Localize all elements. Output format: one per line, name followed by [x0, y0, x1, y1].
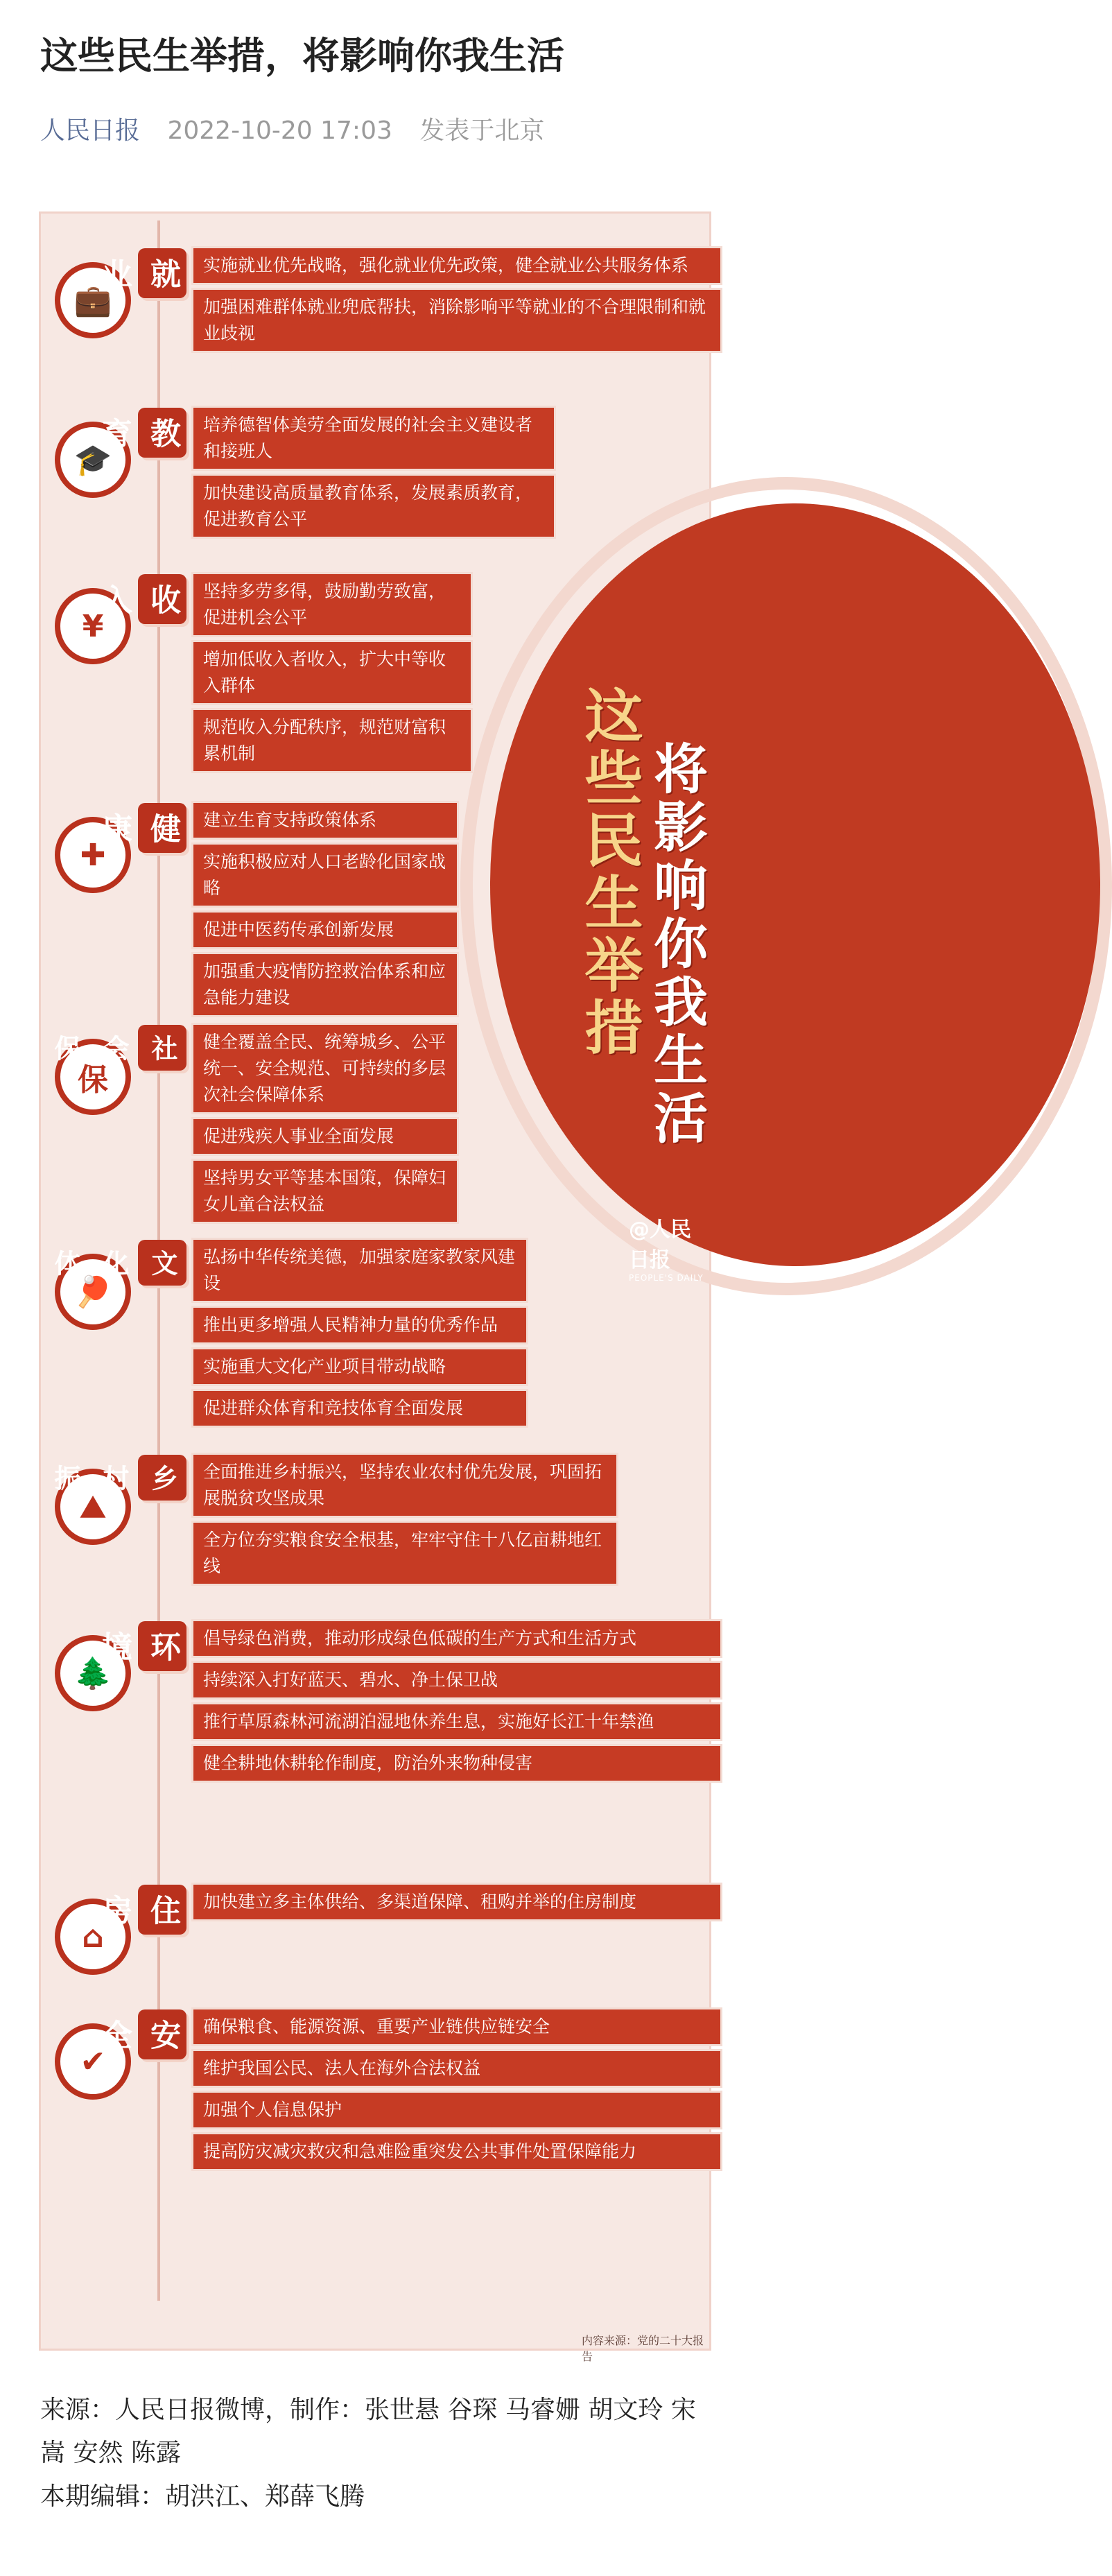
policy-item: 实施重大文化产业项目带动战略	[193, 1349, 526, 1384]
policy-item: 健全覆盖全民、统筹城乡、公平统一、安全规范、可持续的多层次社会保障体系	[193, 1025, 457, 1112]
section-label: 就业	[138, 248, 186, 298]
section-items	[193, 1621, 720, 1788]
section-label: 文化体育	[138, 1240, 186, 1286]
policy-item: 全面推进乡村振兴，坚持农业农村优先发展，巩固拓展脱贫攻坚成果	[193, 1455, 616, 1516]
policy-item: 健全耕地休耕轮作制度，防治外来物种侵害	[193, 1746, 720, 1781]
logo-sub: PEOPLE'S DAILY	[629, 1273, 704, 1283]
policy-item: 坚持多劳多得，鼓励勤劳致富，促进机会公平	[193, 574, 471, 635]
ping-pong-icon: 🏓	[55, 1254, 131, 1330]
footer-source: 来源：人民日报微博，制作：张世悬 谷琛 马睿姗 胡文玲 宋嵩 安然 陈露	[40, 2396, 696, 2467]
policy-item: 加强困难群体就业兜底帮扶，消除影响平等就业的不合理限制和就业歧视	[193, 290, 720, 351]
graduation-cap-icon: 🎓	[55, 422, 131, 498]
publish-date: 2022-10-20 17:03	[167, 116, 392, 145]
policy-item: 促进群众体育和竞技体育全面发展	[193, 1391, 526, 1426]
policy-item: 持续深入打好蓝天、碧水、净土保卫战	[193, 1663, 720, 1697]
policy-item: 培养德智体美劳全面发展的社会主义建设者和接班人	[193, 408, 554, 469]
policy-item: 规范收入分配秩序，规范财富积累机制	[193, 710, 471, 771]
section-items	[193, 1455, 616, 1591]
section-label: 社会保障	[138, 1025, 186, 1071]
section-items	[193, 1240, 526, 1433]
section-items	[193, 574, 471, 778]
policy-item: 加快建立多主体供给、多渠道保障、租购并举的住房制度	[193, 1885, 720, 1919]
policy-item: 促进残疾人事业全面发展	[193, 1119, 457, 1154]
logo-text: @人民日报	[629, 1218, 691, 1272]
money-bag-icon: ¥	[55, 588, 131, 664]
policy-item: 加快建设高质量教育体系，发展素质教育，促进教育公平	[193, 476, 554, 537]
author-link[interactable]: 人民日报	[40, 116, 141, 145]
section-items	[193, 248, 720, 358]
poster-title-left: 这些民生举措	[575, 685, 643, 1060]
publish-location: 发表于北京	[419, 116, 545, 145]
policy-item: 确保粮食、能源资源、重要产业链供应链安全	[193, 2009, 720, 2044]
section-label: 住房	[138, 1885, 186, 1935]
article-title: 这些民生举措，将影响你我生活	[40, 34, 564, 78]
policy-item: 提高防灾减灾救灾和急难险重突发公共事件处置保障能力	[193, 2134, 720, 2169]
section-items	[193, 408, 554, 544]
people-daily-logo	[629, 1212, 709, 1283]
policy-item: 弘扬中华传统美德，加强家庭家教家风建设	[193, 1240, 526, 1301]
policy-item: 倡导绿色消费，推动形成绿色低碳的生产方式和生活方式	[193, 1621, 720, 1656]
section-items	[193, 2009, 720, 2176]
section-label: 乡村振兴	[138, 1455, 186, 1501]
policy-item: 建立生育支持政策体系	[193, 803, 457, 838]
infographic-poster	[1, 211, 711, 2363]
shield-bao-icon: 保	[55, 1039, 131, 1115]
mountain-icon: ⛰	[55, 1469, 131, 1545]
shield-check-icon: ✔	[55, 2023, 131, 2100]
content-source-note: 内容来源：党的二十大报告	[582, 2334, 704, 2363]
section-items	[193, 1025, 457, 1229]
briefcase-icon: 💼	[55, 262, 131, 338]
policy-item: 加强个人信息保护	[193, 2093, 720, 2127]
policy-item: 全方位夯实粮食安全根基，牢牢守住十八亿亩耕地红线	[193, 1523, 616, 1584]
footer-editors: 本期编辑：胡洪江、郑薛飞腾	[40, 2482, 365, 2511]
section-items	[193, 1885, 720, 1926]
section-label: 安全	[138, 2009, 186, 2059]
section-label: 环境	[138, 1621, 186, 1671]
medicine-icon: ✚	[55, 817, 131, 893]
policy-item: 维护我国公民、法人在海外合法权益	[193, 2051, 720, 2086]
policy-item: 实施就业优先战略，强化就业优先政策，健全就业公共服务体系	[193, 248, 720, 283]
pine-tree-icon: 🌲	[55, 1635, 131, 1711]
policy-item: 推出更多增强人民精神力量的优秀作品	[193, 1308, 526, 1342]
policy-item: 加强重大疫情防控救治体系和应急能力建设	[193, 954, 457, 1015]
section-items	[193, 803, 457, 1022]
section-label: 健康	[138, 803, 186, 853]
poster-title-right: 将影响你我生活	[645, 741, 707, 1148]
policy-item: 坚持男女平等基本国策，保障妇女儿童合法权益	[193, 1161, 457, 1222]
policy-item: 实施积极应对人口老龄化国家战略	[193, 845, 457, 906]
policy-item: 推行草原森林河流湖泊湿地休养生息，实施好长江十年禁渔	[193, 1704, 720, 1739]
policy-item: 促进中医药传承创新发展	[193, 913, 457, 947]
section-label: 收入	[138, 574, 186, 624]
section-label: 教育	[138, 408, 186, 458]
article-meta	[40, 111, 544, 146]
house-icon: ⌂	[55, 1899, 131, 1975]
policy-item: 增加低收入者收入，扩大中等收入群体	[193, 642, 471, 703]
